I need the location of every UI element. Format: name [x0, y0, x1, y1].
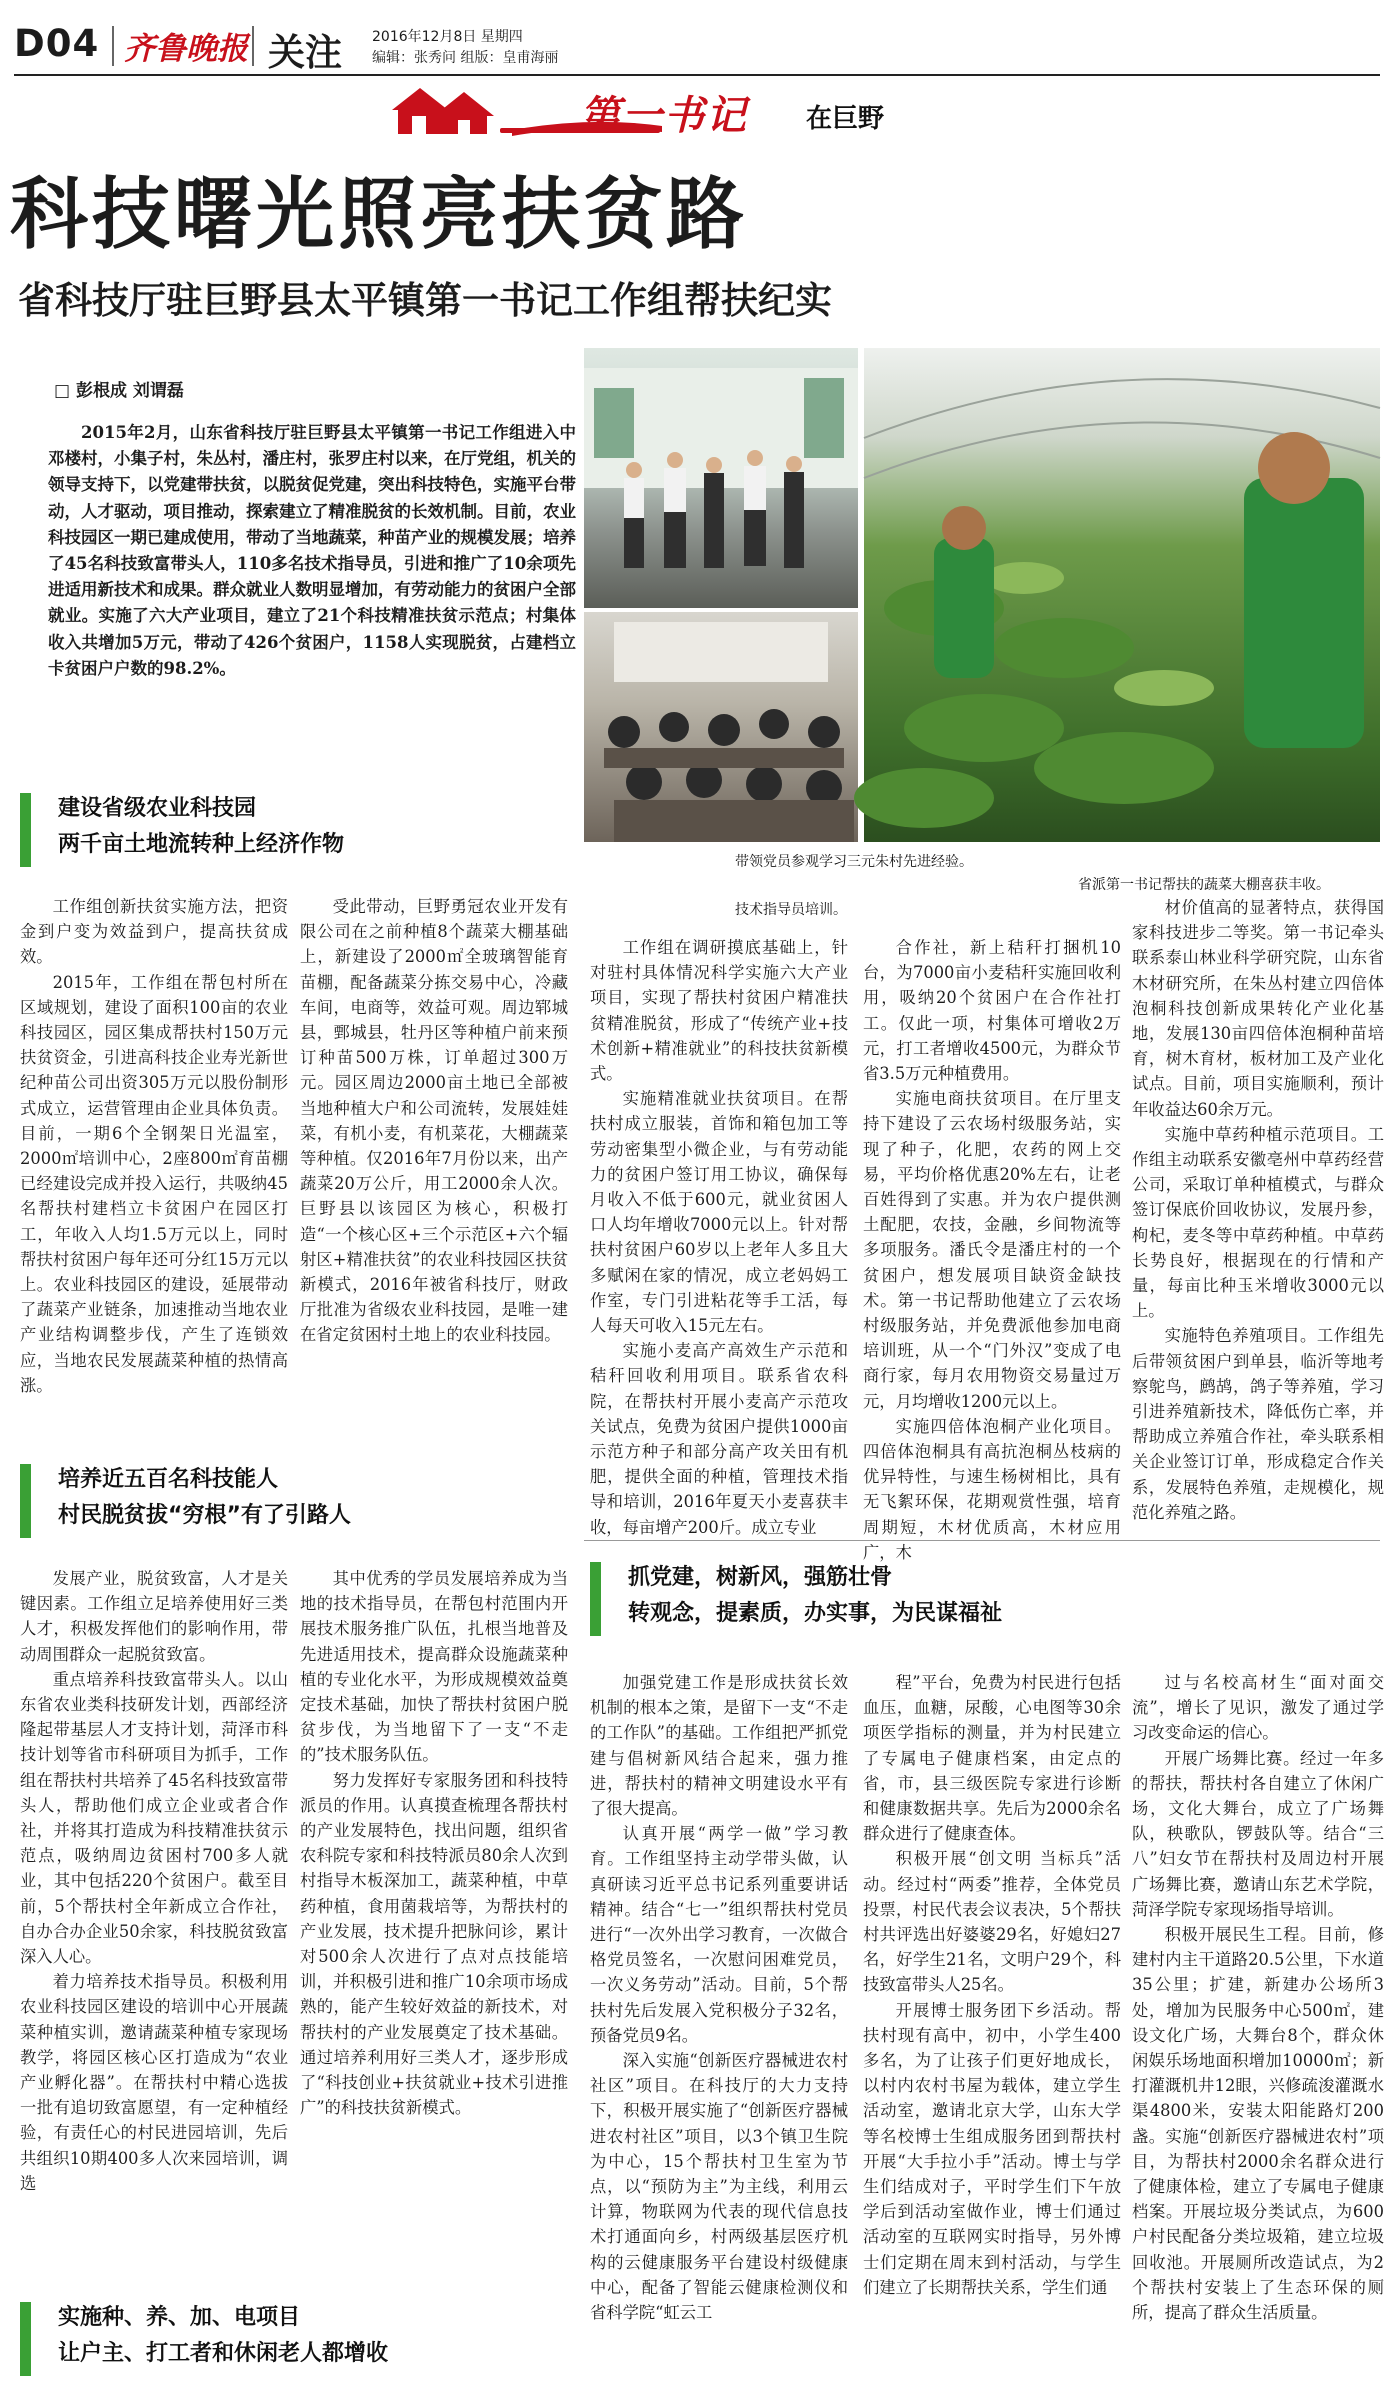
section-bar	[20, 793, 31, 867]
section-subtitle: 两千亩土地流转种上经济作物	[58, 832, 345, 857]
section-subtitle: 让户主、打工者和休闲老人都增收	[58, 2341, 389, 2366]
section-heading-3	[20, 2296, 580, 2380]
brand-banner	[372, 80, 940, 139]
paragraph: 着力培养技术指导员。积极利用农业科技园区建设的培训中心开展蔬菜种植实训，邀请蔬菜种植专家现场教学，将园区核心区打造成为“农业产业孵化器”。在帮扶村中精心选拔一批有追切致富愿望，有一定种植经验，有责任心的村民进园培训，先后共组织10期400多人次来园培训，调选	[20, 1972, 288, 2193]
paragraph: 材价值高的显著特点，获得国家科技进步二等奖。第一书记牵头联系泰山林业科学研究院，山东省木材研究所，在朱丛村建立四倍体泡桐科技创新成果转化产业化基地，发展130亩四倍体泡桐种苗培育，树木育材，板材加工及产业化试点。目前，项目实施顺利，预计年收益达60余万元。	[1132, 898, 1384, 1119]
section1-col1	[20, 894, 288, 1414]
lead-text: 2015年2月，山东省科技厅驻巨野县太平镇第一书记工作组进入中邓楼村，小集子村，朱丛村，潘庄村，张罗庄村以来，在厅党组，机关的领导支持下，以党建带扶贫，以脱贫促党建，突出科技特色，实施平台带动，人才驱动，项目推动，探索建立了精准脱贫的长效机制。目前，农业科技园区一期已建成使用，带动了当地蔬菜，种苗产业的规模发展；培养了45名科技致富带头人，110多名技术指导员，引进和推广了10余项先进适用新技术和成果。群众就业人数明显增加，有劳动能力的贫困户全部就业。实施了六大产业项目，建立了21个科技精准扶贫示范点；村集体收入共增加5万元，带动了426个贫困户，1158人实现脱贫，占建档立卡贫困户户数的98.2%。	[48, 423, 576, 678]
paragraph: 工作组在调研摸底基础上，针对驻村具体情况科学实施六大产业项目，实现了帮扶村贫困户精准扶贫精准脱贫，形成了“传统产业+技术创新+精准就业”的科技扶贫新模式。	[590, 938, 848, 1084]
middle-col1	[590, 935, 848, 1537]
paragraph: 受此带动，巨野勇冠农业开发有限公司在之前种植8个蔬菜大棚基础上，新建设了2000㎡全玻璃智能育苗棚，配备蔬菜分拣交易中心，冷藏车间，电商等，效益可观。周边郓城县，鄄城县，牡丹区等种植户前来预订种苗500万株，订单超过300万元。园区周边2000亩土地已全部被当地种植大户和公司流转，发展娃娃菜，有机小麦，有机菜花，大棚蔬菜等种植。仅2016年7月份以来，出产蔬菜20万公斤，用工2000余人次。巨野县以该园区为核心，积极打造“一个核心区+三个示范区+六个辐射区+精准扶贫”的农业科技园区扶贫新模式，2016年被省科技厅，财政厅批准为省级农业科技园，是唯一建在省定贫困村土地上的农业科技园。	[300, 897, 568, 1345]
masthead-divider-2	[252, 26, 254, 66]
paragraph: 开展广场舞比赛。经过一年多的帮扶，帮扶村各自建立了休闲广场，文化大舞台，成立了广场舞队，秧歌队，锣鼓队等。结合“三八”妇女节在帮扶村及周边村开展广场舞比赛，邀请山东艺术学院，菏泽学院专家现场指导培训。	[1132, 1748, 1384, 1919]
paragraph: 发展产业，脱贫致富，人才是关键因素。工作组立足培养使用好三类人才，积极发挥他们的影响作用，带动周围群众一起脱贫致富。	[20, 1569, 288, 1664]
caption-training: 技术指导员培训。	[735, 902, 847, 918]
paper-name: 齐鲁晚报	[124, 31, 248, 67]
section-name: 关注	[268, 31, 342, 74]
headline-title: 科技曙光照亮扶贫路	[10, 170, 749, 260]
photo-greenhouse	[864, 348, 1380, 842]
paragraph: 实施小麦高产高效生产示范和秸秆回收利用项目。联系省农科院，在帮扶村开展小麦高产示范攻关试点，免费为贫困户提供1000亩示范方种子和部分高产攻关田有机肥，提供全面的种植，管理技术指导和培训，2016年夏天小麦喜获丰收，每亩增产200斤。成立专业	[590, 1341, 848, 1537]
paragraph: 实施精准就业扶贫项目。在帮扶村成立服装，首饰和箱包加工等劳动密集型小微企业，与有劳动能力的贫困户签订用工协议，确保每月收入不低于600元，就业贫困人口人均年增收7000元以上。针对帮扶村贫困户60岁以上老年人多且大多赋闲在家的情况，成立老妈妈工作室，专门引进粘花等手工活，每人每天可收入15元左右。	[590, 1089, 848, 1336]
paragraph: 实施中草药种植示范项目。工作组主动联系安徽亳州中草药经营公司，采取订单种植模式，与群众签订保底价回收协议，发展丹参，枸杞，麦冬等中草药种植。中草药长势良好，根据现在的行情和产量，每亩比种玉米增收3000元以上。	[1132, 1124, 1384, 1321]
paragraph: 努力发挥好专家服务团和科技特派员的作用。认真摸查梳理各帮扶村的产业发展特色，找出问题，组织省农科院专家和科技特派员80余人次到村指导木板深加工，蔬菜种植，中草药种植，食用菌栽培等，为帮扶村的产业发展，技术提升把脉问诊，累计对500余人次进行了点对点技能培训，并积极引进和推广10余项市场成熟的，能产生较好效益的新技术，对帮扶村的产业发展奠定了技术基础。通过培养利用好三类人才，逐步形成了“科技创业+扶贫就业+技术引进推广”的科技扶贫新模式。	[300, 1770, 568, 2118]
headline-subtitle: 省科技厅驻巨野县太平镇第一书记工作组帮扶纪实	[18, 279, 832, 322]
section-subtitle: 转观念，提素质，办实事，为民谋福祉	[628, 1601, 1003, 1626]
section4-col1	[590, 1670, 848, 2380]
paragraph: 重点培养科技致富带头人。以山东省农业类科技研发计划，西部经济隆起带基层人才支持计划，菏泽市科技计划等省市科研项目为抓手，工作组在帮扶村共培养了45名科技致富带头人，帮助他们成立企业或者合作社，并将其打造成为科技精准扶贫示范点，吸纳周边贫困村700多人就业，其中包括220个贫困户。截至目前，5个帮扶村全年新成立合作社，自办合办企业50余家，科技脱贫致富深入人心。	[20, 1669, 288, 1967]
paragraph: 深入实施“创新医疗器械进农村社区”项目。在科技厅的大力支持下，积极开展实施了“创新医疗器械进农村社区”项目，以3个镇卫生院为中心，15个帮扶村卫生室为节点，以“预防为主”为主线，利用云计算，物联网为代表的现代信息技术打通面向乡，村两级基层医疗机构的云健康服务平台建设村级健康中心，配备了智能云健康检测仪和省科学院“虹云工	[590, 2051, 848, 2323]
paragraph: 实施电商扶贫项目。在厅里支持下建设了云农场村级服务站，实现了种子，化肥，农药的网上交易，平均价格优惠20%左右，让老百姓得到了实惠。并为农户提供测土配肥，农技，金融，乡间物流等多项服务。潘氏令是潘庄村的一个贫困户，想发展项目缺资金缺技术。第一书记帮助他建立了云农场村级服务站，并免费派他参加电商培训班，从一个“门外汉”变成了电商行家，每月农用物资交易量过万元，月均增收1200元以上。	[863, 1089, 1121, 1411]
section-subtitle: 村民脱贫拔“穷根”有了引路人	[58, 1503, 351, 1528]
section2-col1	[20, 1566, 288, 2276]
paragraph: 实施四倍体泡桐产业化项目。四倍体泡桐具有高抗泡桐丛枝病的优异特性，与速生杨树相比，具有无飞絮环保，花期观赏性强，培育周期短，木材优质高，木材应用广，木	[863, 1416, 1121, 1562]
paragraph: 程”平台，免费为村民进行包括血压，血糖，尿酸，心电图等30余项医学指标的测量，并为村民建立了专属电子健康档案，由定点的省，市，县三级医院专家进行诊断和健康数据共享。先后为2000余名群众进行了健康查体。	[863, 1673, 1121, 1844]
paragraph: 实施特色养殖项目。工作组先后带领贫困户到单县，临沂等地考察鸵鸟，鹧鸪，鸽子等养殖，学习引进养殖新技术，降低伤亡率，并帮助成立养殖合作社，牵头联系相关企业签订订单，形成稳定合作关系，发展特色养殖，走规模化，规范化养殖之路。	[1132, 1326, 1384, 1522]
byline: □ 彭根成 刘谓磊	[54, 381, 184, 401]
section4-col3	[1132, 1670, 1384, 2380]
section-title: 建设省级农业科技园	[58, 796, 257, 821]
section4-col2	[863, 1670, 1121, 2380]
paragraph: 其中优秀的学员发展培养成为当地的技术指导员，在帮包村范围内开展技术服务推广队伍，扎根当地普及先进适用技术，提高群众设施蔬菜种植的专业化水平，为形成规模效益奠定技术基础，加快了帮扶村贫困户脱贫步伐，为当地留下了一支“不走的”技术服务队伍。	[300, 1569, 568, 1765]
paragraph: 2015年，工作组在帮包村所在区域规划，建设了面积100亩的农业科技园区，园区集成帮扶村150万元扶贫资金，引进高科技企业寿光新世纪种苗公司出资305万元以股份制形式成立，运营管理由企业具体负责。目前，一期6个全钢架日光温室，2000㎡培训中心，2座800㎡育苗棚已经建设完成并投入运行，共吸纳45名帮扶村建档立卡贫困户在园区打工，年收入人均1.5万元以上，同时帮扶村贫困户每年还可分红15万元以上。农业科技园区的建设，延展带动了蔬菜产业链条，加速推动当地农业产业结构调整步伐，产生了连锁效应，当地农民发展蔬菜种植的热情高涨。	[20, 972, 288, 1395]
paragraph: 加强党建工作是形成扶贫长效机制的根本之策，是留下一支“不走的工作队”的基础。工作组把严抓党建与倡树新风结合起来，强力推进，帮扶村的精神文明建设水平有了很大提高。	[590, 1673, 848, 1819]
paragraph: 积极开展“创文明 当标兵”活动。经过村“两委”推荐，全体党员投票，村民代表会议表决，5个帮扶村共评选出好婆婆29名，好媳妇27名，好学生21名，文明户29个，科技致富带头人25名。	[863, 1849, 1121, 1995]
section-heading-2	[20, 1458, 580, 1542]
paragraph: 过与名校高材生“面对面交流”，增长了见识，激发了通过学习改变命运的信心。	[1132, 1673, 1384, 1743]
paragraph: 工作组创新扶贫实施方法，把资金到户变为效益到户，提高扶贫成效。	[20, 897, 288, 967]
brand-place: 在巨野	[806, 104, 885, 134]
section4-rule	[584, 1540, 1380, 1541]
photo-training	[584, 612, 858, 842]
section-bar	[590, 1562, 601, 1636]
page-code: D04	[14, 22, 100, 65]
section-bar	[20, 1464, 31, 1538]
masthead-divider	[112, 26, 114, 66]
paragraph: 积极开展民生工程。目前，修建村内主干道路20.5公里，下水道35公里；扩建，新建办公场所3处，增加为民服务中心500㎡，建设文化广场，大舞台8个，群众休闲娱乐场地面积增加10000㎡；新打灌溉机井12眼，兴修疏浚灌溉水渠4800米，安装太阳能路灯200盏。实施“创新医疗器械进农村”项目，为帮扶村2000余名群众进行了健康体检，建立了专属电子健康档案。开展垃圾分类试点，为600户村民配备分类垃圾箱，建立垃圾回收池。开展厕所改造试点，为2个帮扶村安装上了生态环保的厕所，提高了群众生活质量。	[1132, 1925, 1384, 2323]
section-title: 实施种、养、加、电项目	[58, 2305, 301, 2330]
paragraph: 认真开展“两学一做”学习教育。工作组坚持主动学带头做，认真研读习近平总书记系列重要讲话精神。结合“七一”组织帮扶村党员进行“一次外出学习教育，一次做合格党员签名，一次慰问困难党员，一次义务劳动”活动。目前，5个帮扶村先后发展入党积极分子32名，预备党员9名。	[590, 1824, 848, 2045]
section1-col2	[300, 894, 568, 1414]
issue-date: 2016年12月8日 星期四	[372, 29, 523, 45]
caption-visit: 带领党员参观学习三元朱村先进经验。	[735, 854, 973, 870]
middle-col3	[1132, 895, 1384, 1522]
caption-greenhouse: 省派第一书记帮扶的蔬菜大棚喜获丰收。	[1078, 877, 1330, 893]
section-title: 培养近五百名科技能人	[58, 1467, 279, 1492]
paragraph: 合作社，新上秸秆打捆机10台，为7000亩小麦秸秆实施回收利用，吸纳20个贫困户在合作社打工。仅此一项，村集体可增收2万元，打工者增收4500元，为群众节省3.5万元种植费用。	[863, 938, 1121, 1084]
section-heading-1	[20, 787, 580, 871]
photo-visit	[584, 348, 858, 608]
middle-col2	[863, 935, 1121, 1562]
lead-paragraph	[48, 420, 576, 740]
brand-text: 第一书记	[580, 92, 748, 139]
section-bar	[20, 2302, 31, 2376]
header-rule	[14, 74, 1380, 76]
section-title: 抓党建，树新风，强筋壮骨	[628, 1565, 893, 1590]
section-heading-4	[590, 1556, 1290, 1640]
section2-col2	[300, 1566, 568, 2276]
paragraph: 开展博士服务团下乡活动。帮扶村现有高中，初中，小学生400多名，为了让孩子们更好地成长，以村内农村书屋为载体，建立学生活动室，邀请北京大学，山东大学等名校博士生组成服务团到帮扶村开展“大手拉小手”活动。博士与学生们结成对子，平时学生们下午放学后到活动室做作业，博士们通过活动室的互联网实时指导，另外博士们定期在周末到村活动，与学生们建立了长期帮扶关系，学生们通	[863, 2000, 1121, 2297]
editor-line: 编辑：张秀问 组版：皇甫海丽	[372, 50, 559, 66]
